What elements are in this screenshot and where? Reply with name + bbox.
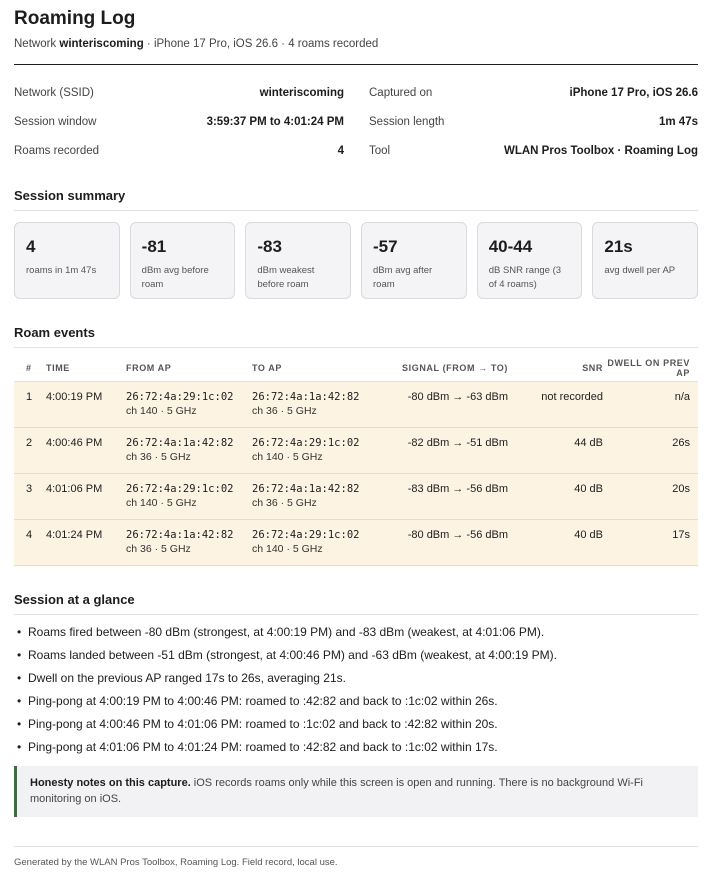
cell-index: 2 — [14, 427, 46, 473]
glance-divider — [14, 614, 698, 615]
cell-to-ap — [252, 473, 378, 519]
cell-dwell: 26s — [603, 427, 698, 473]
meta-value: winteriscoming — [259, 86, 344, 99]
meta-value: 3:59:37 PM to 4:01:24 PM — [206, 115, 344, 128]
to-mac: 26:72:4a:29:1c:02 — [252, 436, 360, 449]
from-channel: ch 140 · 5 GHz — [126, 404, 197, 417]
meta-key: Session length — [369, 115, 445, 128]
card-label: dBm avg before roam — [141, 265, 209, 290]
cell-signal: -80 dBm → -63 dBm — [378, 381, 508, 427]
honesty-note — [14, 766, 698, 817]
meta-key: Roams recorded — [14, 144, 100, 157]
cell-from-ap — [126, 427, 252, 473]
meta-key: Session window — [14, 115, 97, 128]
table-row — [14, 473, 698, 519]
table-header-row — [14, 356, 698, 381]
col-to-ap: TO AP — [252, 356, 378, 381]
note-text: iOS records roams only while this screen is open and running. There is no background Wi-Fi monitoring on iOS. — [30, 777, 643, 805]
list-item: • Roams landed between -51 dBm (strongest, at 4:00:46 PM) and -63 dBm (weakest, at 4:00:19 PM). — [14, 647, 698, 670]
card-value: 4 — [26, 237, 36, 256]
cell-to-ap — [252, 519, 378, 565]
cell-index: 1 — [14, 381, 46, 427]
to-channel: ch 140 · 5 GHz — [252, 542, 323, 555]
card-value: -81 — [141, 237, 167, 256]
card-label: dB SNR range (3 of 4 roams) — [488, 265, 562, 290]
cell-index: 3 — [14, 473, 46, 519]
col-index: # — [14, 356, 46, 381]
session-meta — [14, 78, 698, 165]
summary-divider — [14, 210, 698, 211]
col-time: TIME — [46, 356, 126, 381]
footer-text: Generated by the WLAN Pros Toolbox, Roaming Log. Field record, local use. — [14, 857, 338, 868]
summary-card-weakest — [245, 222, 351, 299]
subtitle-prefix: Network — [14, 38, 60, 50]
glance-list — [14, 624, 698, 762]
cell-from-ap — [126, 473, 252, 519]
cell-snr: not recorded — [508, 381, 603, 427]
meta-row — [14, 78, 698, 107]
cell-dwell: n/a — [603, 381, 698, 427]
summary-heading: Session summary — [14, 188, 126, 203]
table-row — [14, 381, 698, 427]
roam-events-table — [14, 356, 698, 566]
cell-time: 4:01:24 PM — [46, 519, 126, 565]
meta-tool — [369, 145, 698, 157]
footer-divider — [14, 846, 698, 847]
list-item: • Roams fired between -80 dBm (strongest, at 4:00:19 PM) and -83 dBm (weakest, at 4:01:06 PM). — [14, 624, 698, 647]
card-value: -83 — [257, 237, 282, 256]
from-channel: ch 36 · 5 GHz — [126, 542, 191, 555]
to-channel: ch 36 · 5 GHz — [252, 496, 317, 509]
cell-signal: -83 dBm → -56 dBm — [378, 473, 508, 519]
card-label: dBm weakest before roam — [257, 265, 315, 290]
meta-value: WLAN Pros Toolbox · Roaming Log — [504, 144, 698, 157]
meta-value: 4 — [337, 144, 344, 157]
to-mac: 26:72:4a:1a:42:82 — [252, 390, 360, 403]
cell-from-ap — [126, 381, 252, 427]
meta-session-length — [369, 116, 698, 128]
meta-session-window — [14, 116, 344, 128]
summary-card-avg-after — [361, 222, 467, 299]
cell-from-ap — [126, 519, 252, 565]
from-channel: ch 36 · 5 GHz — [126, 450, 191, 463]
cell-time: 4:01:06 PM — [46, 473, 126, 519]
meta-row — [14, 136, 698, 165]
cell-to-ap — [252, 381, 378, 427]
page-title: Roaming Log — [14, 8, 136, 29]
col-dwell: DWELL ON PREV AP — [603, 356, 698, 381]
cell-snr: 40 dB — [508, 473, 603, 519]
summary-card-roams — [14, 222, 120, 299]
summary-card-avg-dwell — [592, 222, 698, 299]
from-mac: 26:72:4a:29:1c:02 — [126, 482, 234, 495]
meta-row — [14, 107, 698, 136]
events-divider — [14, 347, 698, 348]
table-row — [14, 427, 698, 473]
subtitle-suffix: · iPhone 17 Pro, iOS 26.6 · 4 roams recorded — [143, 38, 379, 50]
cell-dwell: 20s — [603, 473, 698, 519]
cell-signal: -82 dBm → -51 dBm — [378, 427, 508, 473]
cell-snr: 44 dB — [508, 427, 603, 473]
card-value: 21s — [604, 237, 633, 256]
list-item: • Ping-pong at 4:00:46 PM to 4:01:06 PM: roamed to :1c:02 and back to :42:82 within 20s. — [14, 716, 698, 739]
to-mac: 26:72:4a:1a:42:82 — [252, 482, 360, 495]
card-value: -57 — [373, 237, 398, 256]
meta-key: Captured on — [369, 86, 433, 99]
cell-index: 4 — [14, 519, 46, 565]
header-divider — [14, 64, 698, 65]
from-mac: 26:72:4a:1a:42:82 — [126, 436, 234, 449]
to-channel: ch 36 · 5 GHz — [252, 404, 317, 417]
list-item: • Dwell on the previous AP ranged 17s to 26s, averaging 21s. — [14, 670, 698, 693]
summary-card-snr-range — [477, 222, 583, 299]
summary-card-avg-before — [130, 222, 236, 299]
cell-dwell: 17s — [603, 519, 698, 565]
cell-snr: 40 dB — [508, 519, 603, 565]
card-label: roams in 1m 47s — [26, 265, 97, 276]
meta-value: iPhone 17 Pro, iOS 26.6 — [569, 86, 698, 99]
meta-roams-recorded — [14, 145, 344, 157]
note-title: Honesty notes on this capture. — [30, 777, 191, 789]
cell-time: 4:00:46 PM — [46, 427, 126, 473]
col-from-ap: FROM AP — [126, 356, 252, 381]
from-mac: 26:72:4a:29:1c:02 — [126, 390, 234, 403]
from-channel: ch 140 · 5 GHz — [126, 496, 197, 509]
events-heading: Roam events — [14, 325, 95, 340]
page-subtitle — [14, 38, 378, 50]
cell-signal: -80 dBm → -56 dBm — [378, 519, 508, 565]
list-item: • Ping-pong at 4:01:06 PM to 4:01:24 PM: roamed to :42:82 and back to :1c:02 within 17s. — [14, 739, 698, 762]
to-mac: 26:72:4a:29:1c:02 — [252, 528, 360, 541]
meta-value: 1m 47s — [658, 115, 698, 128]
subtitle-network: winteriscoming — [59, 38, 144, 50]
card-label: dBm avg after roam — [373, 265, 433, 290]
card-label: avg dwell per AP — [604, 265, 676, 276]
table-row — [14, 519, 698, 565]
to-channel: ch 140 · 5 GHz — [252, 450, 323, 463]
from-mac: 26:72:4a:1a:42:82 — [126, 528, 234, 541]
meta-captured-on — [369, 87, 698, 99]
card-value: 40-44 — [488, 237, 533, 256]
cell-to-ap — [252, 427, 378, 473]
glance-heading: Session at a glance — [14, 592, 135, 607]
meta-ssid — [14, 87, 344, 99]
meta-key: Network (SSID) — [14, 86, 94, 99]
summary-cards — [14, 222, 698, 299]
meta-key: Tool — [369, 144, 391, 157]
col-signal: SIGNAL (FROM → TO) — [378, 356, 508, 381]
list-item: • Ping-pong at 4:00:19 PM to 4:00:46 PM: roamed to :42:82 and back to :1c:02 within 26s. — [14, 693, 698, 716]
col-snr: SNR — [508, 356, 603, 381]
cell-time: 4:00:19 PM — [46, 381, 126, 427]
